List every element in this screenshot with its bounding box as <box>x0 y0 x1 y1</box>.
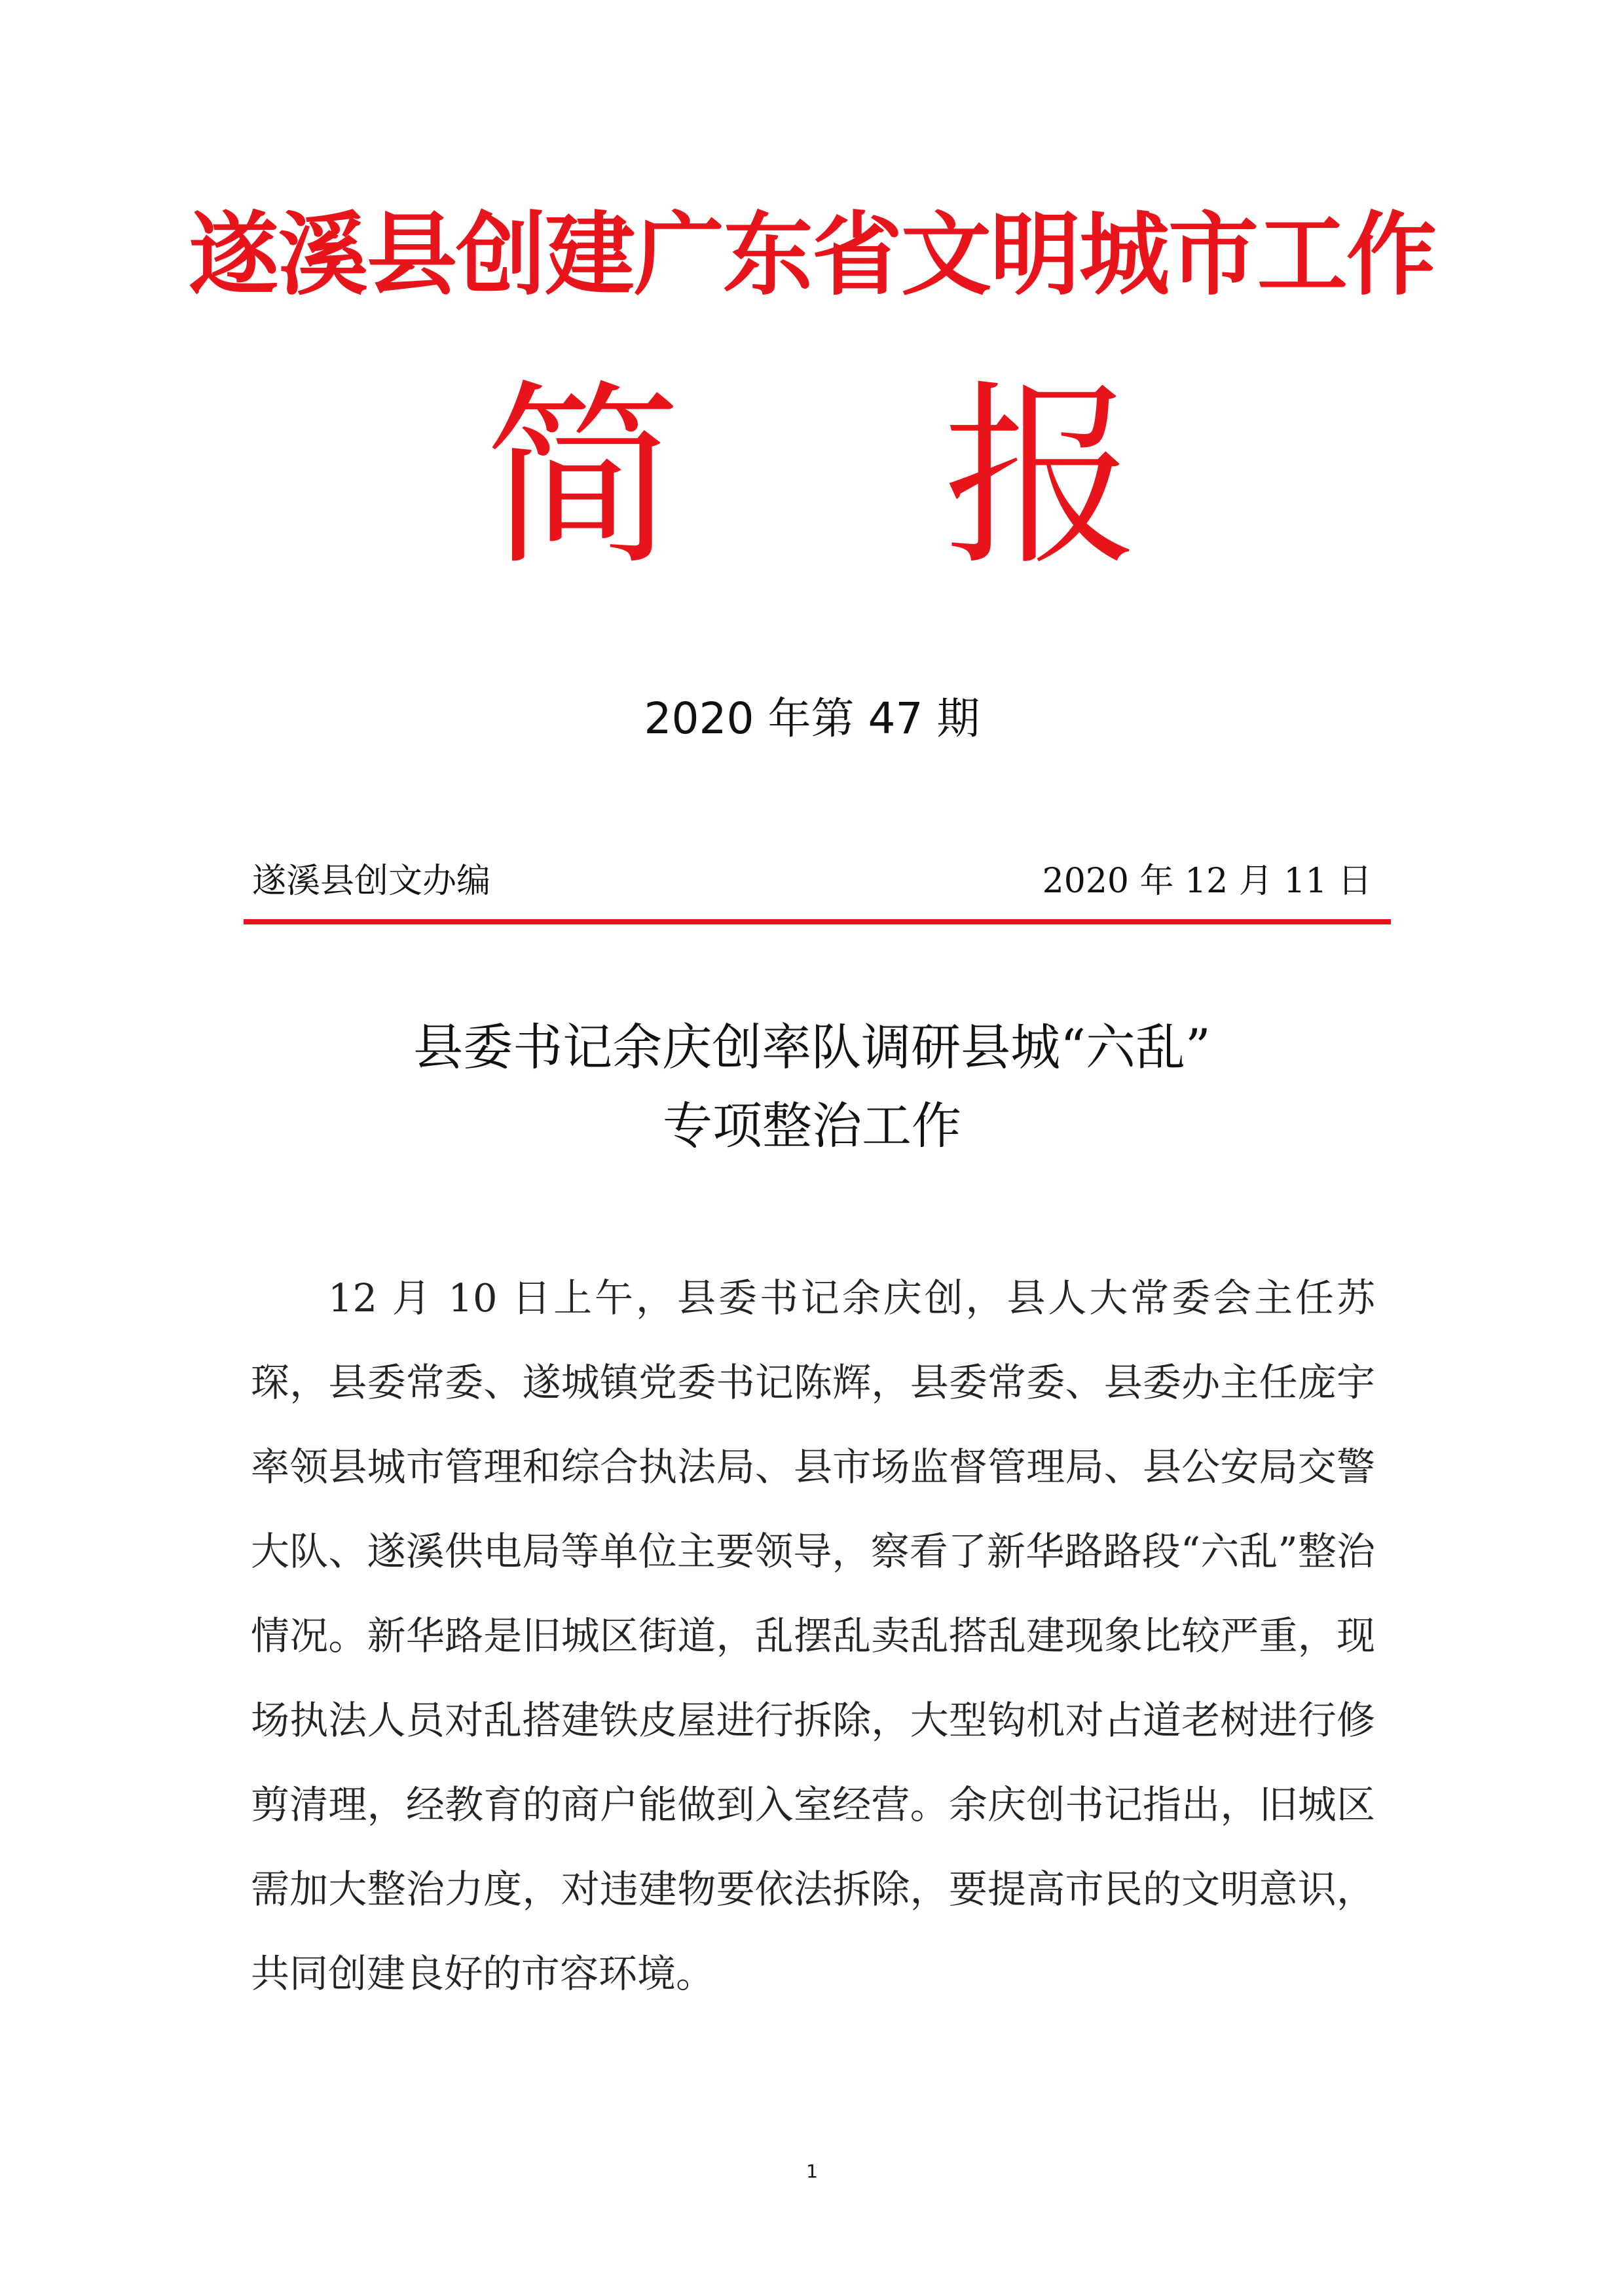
article-body: 12 月 10 日上午，县委书记余庆创，县人大常委会主任苏琛，县委常委、遂城镇党委书记陈辉，县委常委、县委办主任庞宇率领县城市管理和综合执法局、县市场监督管理局、县公安局交警大队、遂溪供电局等单位主要领导，察看了新华路路段“六乱”整治情况。新华路是旧城区街道，乱摆乱卖乱搭乱建现象比较严重，现场执法人员对乱搭建铁皮屋进行拆除，大型钩机对占道老树进行修剪清理，经教育的商户能做到入室经营。余庆创书记指出，旧城区需加大整治力度，对违建物要依法拆除，要提高市民的文明意识，共同创建良好的市容环境。 <box>251 1275 1375 1996</box>
article-title-line-2: 专项整治工作 <box>663 1097 961 1155</box>
editor-label: 遂溪县创文办编 <box>252 862 491 901</box>
red-divider <box>244 919 1391 924</box>
masthead-subtitle-char-2: 报 <box>943 363 1139 592</box>
page-number: 1 <box>806 2160 818 2182</box>
info-row <box>252 862 1372 901</box>
publish-date: 2020 年 12 月 11 日 <box>1042 862 1372 901</box>
article-title-line-1: 县委书记余庆创率队调研县城“六乱” <box>413 1018 1211 1076</box>
masthead-subtitle <box>485 363 1139 592</box>
issue-number: 2020 年第 47 期 <box>644 693 980 744</box>
article-title <box>0 1008 1624 1165</box>
masthead-title: 遂溪县创建广东省文明城市工作 <box>188 201 1435 308</box>
masthead-subtitle-char-1: 简 <box>485 363 681 592</box>
